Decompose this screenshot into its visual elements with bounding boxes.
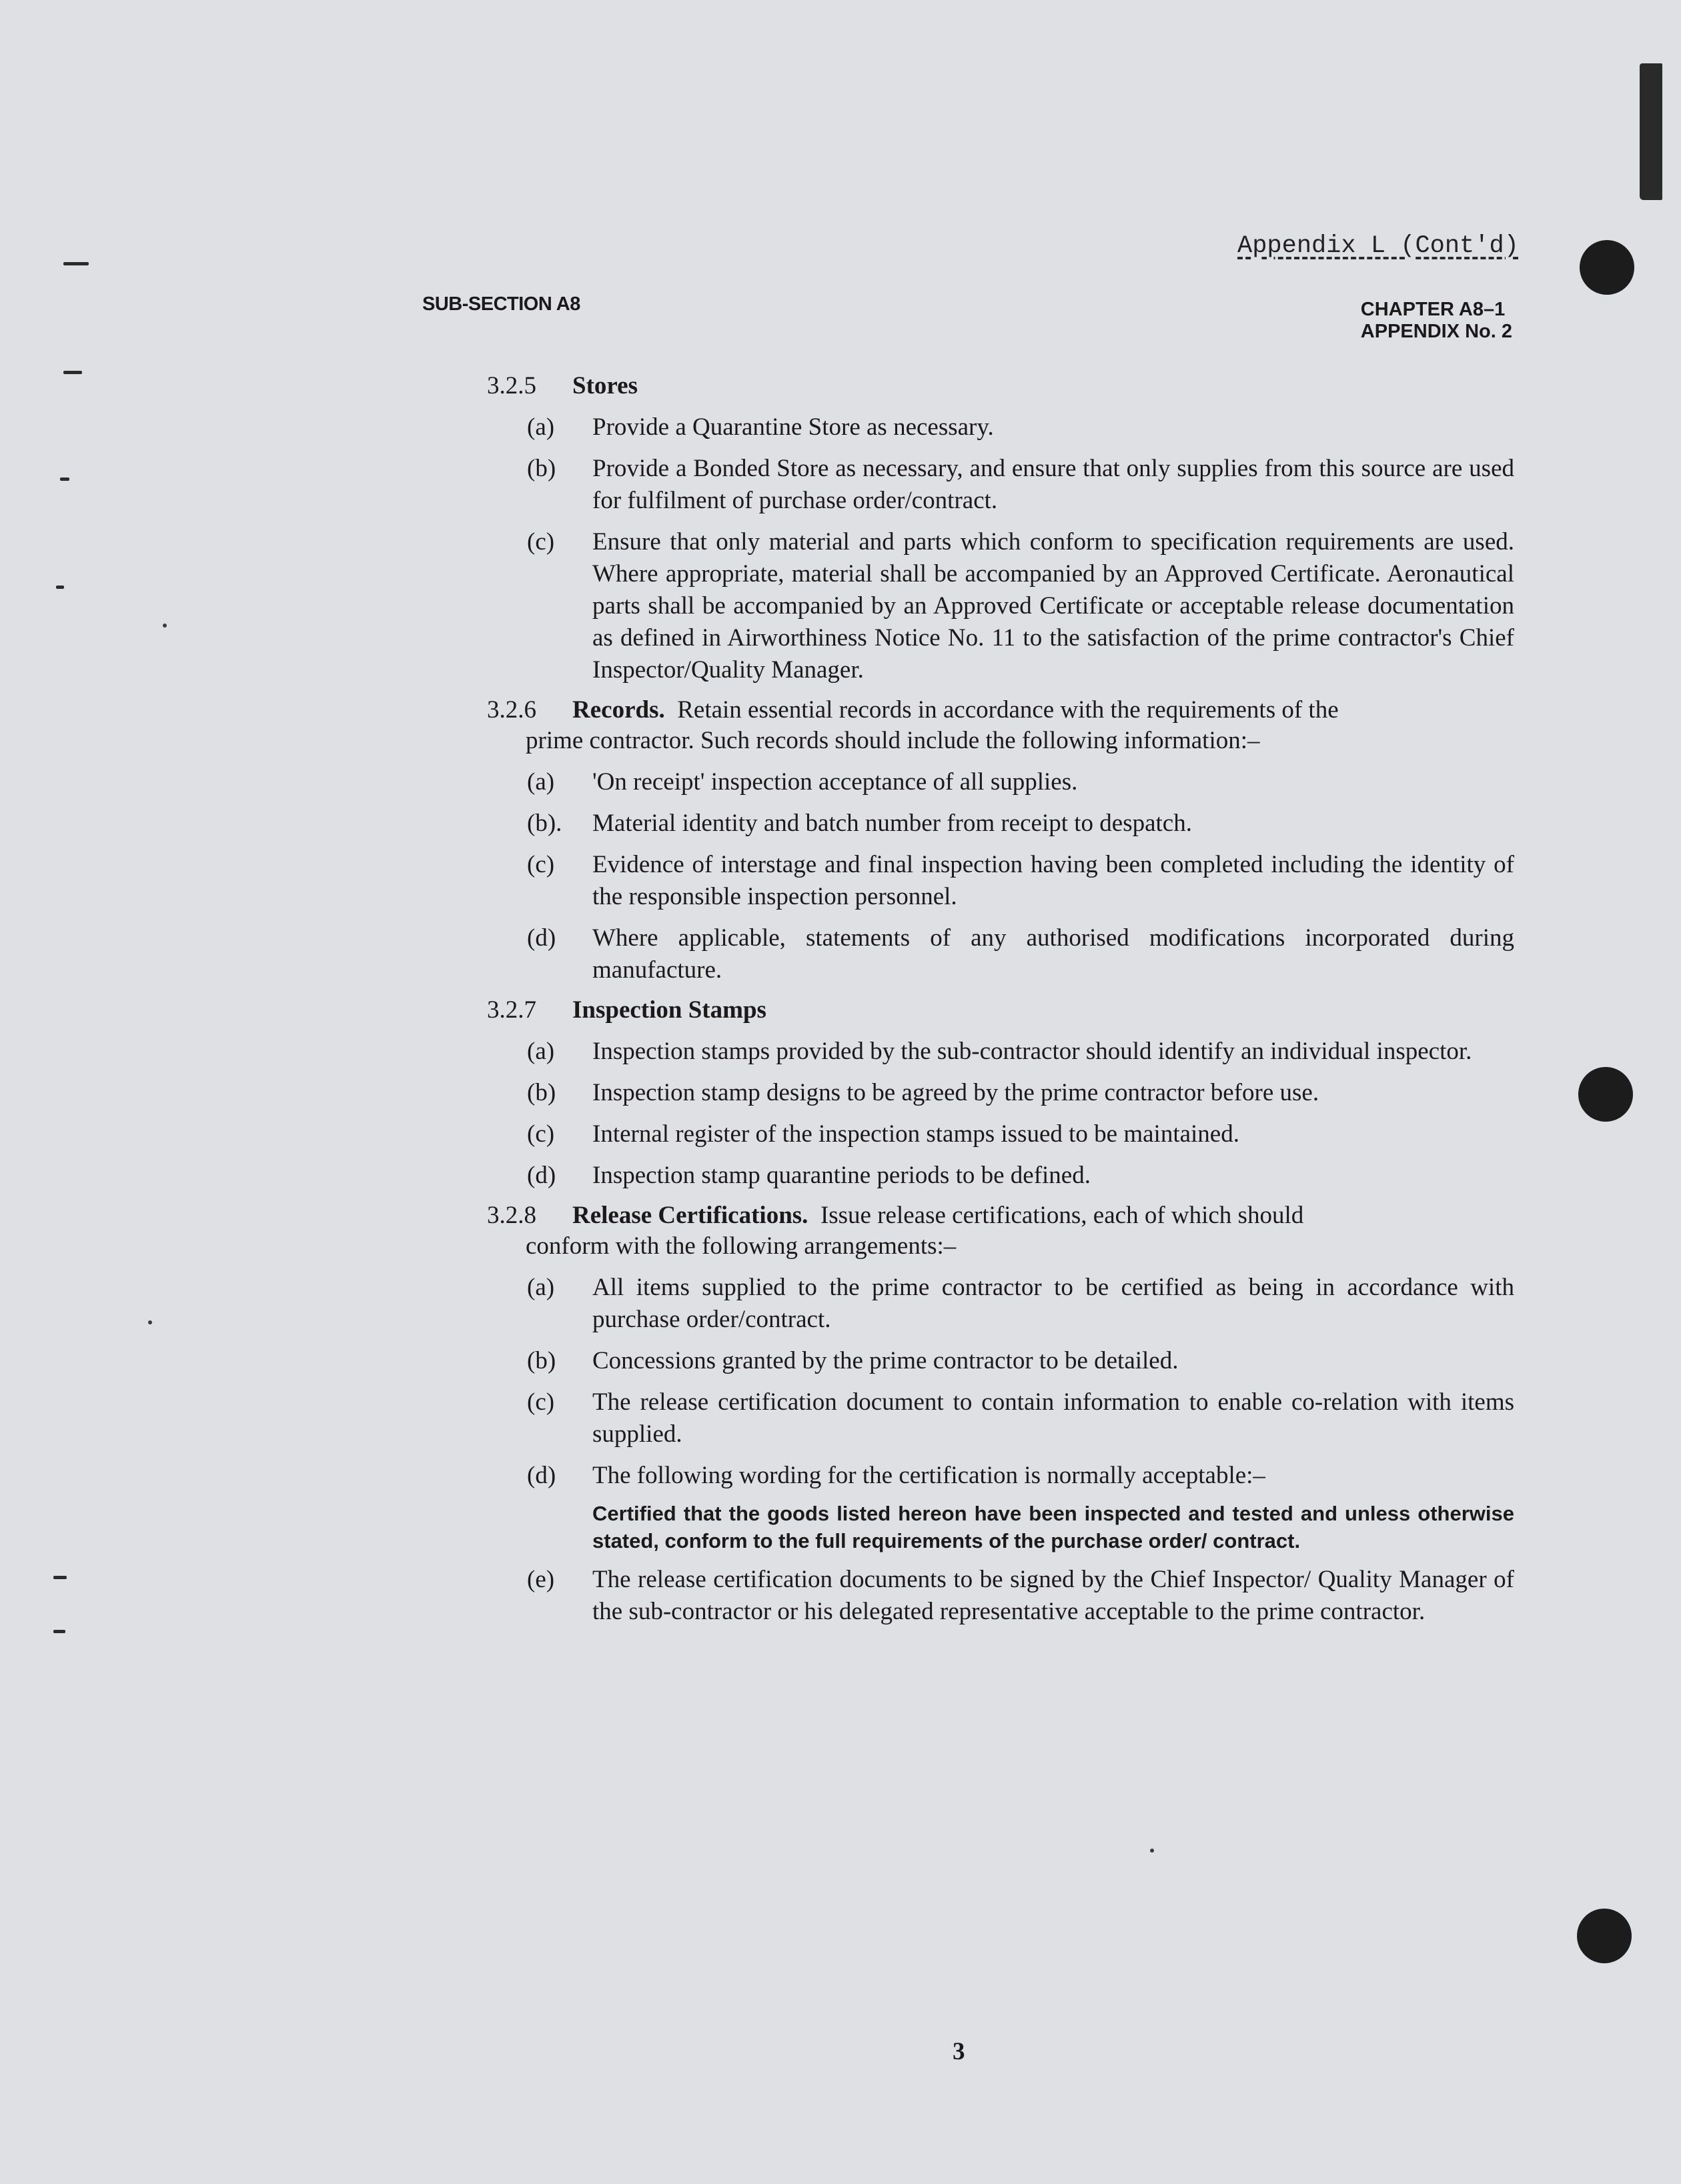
list-item bbox=[487, 1564, 1514, 1628]
page-number: 3 bbox=[953, 2038, 965, 2065]
item-label: (b) bbox=[527, 1347, 556, 1374]
speck bbox=[148, 1320, 152, 1324]
item-text: Internal register of the inspection stamps issued to be maintained. bbox=[592, 1120, 1239, 1148]
list-item bbox=[487, 766, 1514, 798]
item-text: Provide a Bonded Store as necessary, and ensure that only supplies from this source are used for fulfilment of purchase order/contract. bbox=[592, 455, 1514, 514]
edge-mark bbox=[53, 1630, 65, 1633]
item-text: The release certification documents to be signed by the Chief Inspector/ Quality Manager of the sub-contractor or his delegated representative acceptable to the prime contractor. bbox=[592, 1566, 1514, 1625]
section-number: 3.2.5 bbox=[487, 372, 536, 399]
sub-section-label: SUB-SECTION A8 bbox=[422, 293, 580, 315]
list-item bbox=[487, 526, 1514, 686]
list-item bbox=[487, 1036, 1514, 1068]
item-text: Inspection stamp designs to be agreed by the prime contractor before use. bbox=[592, 1079, 1319, 1106]
item-label: (b). bbox=[527, 810, 562, 837]
item-label: (c) bbox=[527, 528, 555, 556]
item-text: Evidence of interstage and final inspection having been completed including the identity of the responsible inspection personnel. bbox=[592, 851, 1514, 910]
item-label: (d) bbox=[527, 1162, 556, 1189]
item-label: (b) bbox=[527, 455, 556, 482]
item-text: Provide a Quarantine Store as necessary. bbox=[592, 413, 994, 441]
item-label: (a) bbox=[527, 1038, 555, 1065]
punch-hole-bottom bbox=[1577, 1909, 1632, 1963]
appendix-continuation-note: Appendix L (Cont'd) bbox=[1237, 232, 1519, 260]
section-lead bbox=[572, 694, 1514, 726]
item-label: (a) bbox=[527, 413, 555, 441]
edge-mark bbox=[63, 262, 89, 265]
list-item bbox=[487, 1160, 1514, 1192]
list-item bbox=[487, 1460, 1514, 1492]
item-text: 'On receipt' inspection acceptance of all supplies. bbox=[592, 768, 1078, 796]
chapter-reference bbox=[1361, 299, 1512, 343]
edge-mark bbox=[53, 1576, 67, 1579]
document-body bbox=[487, 370, 1514, 1634]
list-item bbox=[487, 1077, 1514, 1109]
section-title: Stores bbox=[572, 372, 638, 399]
binder-clip-mark bbox=[1640, 63, 1662, 200]
section-title: Release Certifications. bbox=[572, 1202, 808, 1229]
item-label: (a) bbox=[527, 1274, 555, 1301]
section-heading bbox=[487, 994, 1514, 1026]
item-text: Concessions granted by the prime contractor to be detailed. bbox=[592, 1347, 1179, 1374]
edge-mark bbox=[60, 477, 69, 481]
list-item bbox=[487, 1272, 1514, 1336]
section-title: Records. bbox=[572, 696, 665, 724]
punch-hole-middle bbox=[1578, 1067, 1633, 1122]
edge-mark bbox=[56, 586, 64, 589]
section-3-2-7 bbox=[487, 994, 1514, 1192]
item-label: (c) bbox=[527, 1388, 555, 1416]
item-text: All items supplied to the prime contractor to be certified as being in accordance with purchase order/contract. bbox=[592, 1274, 1514, 1333]
section-lead bbox=[572, 1200, 1514, 1232]
section-3-2-6 bbox=[487, 694, 1514, 986]
chapter-label: CHAPTER A8–1 bbox=[1360, 299, 1506, 320]
list-item bbox=[487, 1345, 1514, 1377]
item-text: The release certification document to contain information to enable co-relation with items supplied. bbox=[592, 1388, 1514, 1448]
speck bbox=[163, 624, 167, 628]
section-number: 3.2.8 bbox=[487, 1202, 536, 1229]
section-lead-text: Issue release certifications, each of which should bbox=[820, 1202, 1304, 1229]
list-item bbox=[487, 808, 1514, 840]
appendix-number-label: APPENDIX No. 2 bbox=[1360, 321, 1512, 342]
section-lead-continuation: conform with the following arrangements:– bbox=[526, 1232, 957, 1260]
section-number: 3.2.7 bbox=[487, 996, 536, 1024]
item-label: (a) bbox=[527, 768, 555, 796]
item-label: (e) bbox=[527, 1566, 555, 1593]
certification-wording: Certified that the goods listed hereon have been inspected and tested and unless otherwise stated, conform to the full requirements of the purchase order/ contract. bbox=[592, 1502, 1514, 1552]
punch-hole-top bbox=[1580, 240, 1634, 295]
section-heading bbox=[487, 1200, 1514, 1232]
item-label: (c) bbox=[527, 851, 555, 878]
list-item bbox=[487, 1386, 1514, 1450]
section-lead-continuation: prime contractor. Such records should include the following information:– bbox=[526, 727, 1260, 754]
item-text: Inspection stamps provided by the sub-contractor should identify an individual inspector. bbox=[592, 1038, 1472, 1065]
section-title: Inspection Stamps bbox=[572, 996, 766, 1024]
list-item bbox=[487, 849, 1514, 913]
item-text: Where applicable, statements of any authorised modifications incorporated during manufacture. bbox=[592, 924, 1514, 984]
section-heading bbox=[487, 694, 1514, 726]
list-item bbox=[487, 922, 1514, 986]
item-label: (b) bbox=[527, 1079, 556, 1106]
section-heading bbox=[487, 370, 1514, 402]
speck bbox=[1150, 1849, 1154, 1853]
section-3-2-5 bbox=[487, 370, 1514, 686]
item-text: Inspection stamp quarantine periods to be defined. bbox=[592, 1162, 1091, 1189]
item-text: The following wording for the certification is normally acceptable:– bbox=[592, 1462, 1265, 1489]
item-label: (c) bbox=[527, 1120, 555, 1148]
edge-mark bbox=[63, 371, 82, 374]
item-label: (d) bbox=[527, 924, 556, 952]
item-label: (d) bbox=[527, 1462, 556, 1489]
item-text: Ensure that only material and parts which conform to specification requirements are used. Where appropriate, material shall be accompanied by an Approved Certificate. Aeronautical parts shall be accompanied by an Approved Certificate or acceptable release documentation as defined in Airworthiness Notice No. 11 to the satisfaction of the prime contractor's Chief Inspector/Quality Manager. bbox=[592, 528, 1514, 684]
section-number: 3.2.6 bbox=[487, 696, 536, 724]
list-item bbox=[487, 411, 1514, 443]
list-item bbox=[487, 1118, 1514, 1150]
list-item bbox=[487, 453, 1514, 517]
section-3-2-8 bbox=[487, 1200, 1514, 1628]
section-lead-text: Retain essential records in accordance with the requirements of the bbox=[677, 696, 1339, 724]
item-text: Material identity and batch number from receipt to despatch. bbox=[592, 810, 1192, 837]
